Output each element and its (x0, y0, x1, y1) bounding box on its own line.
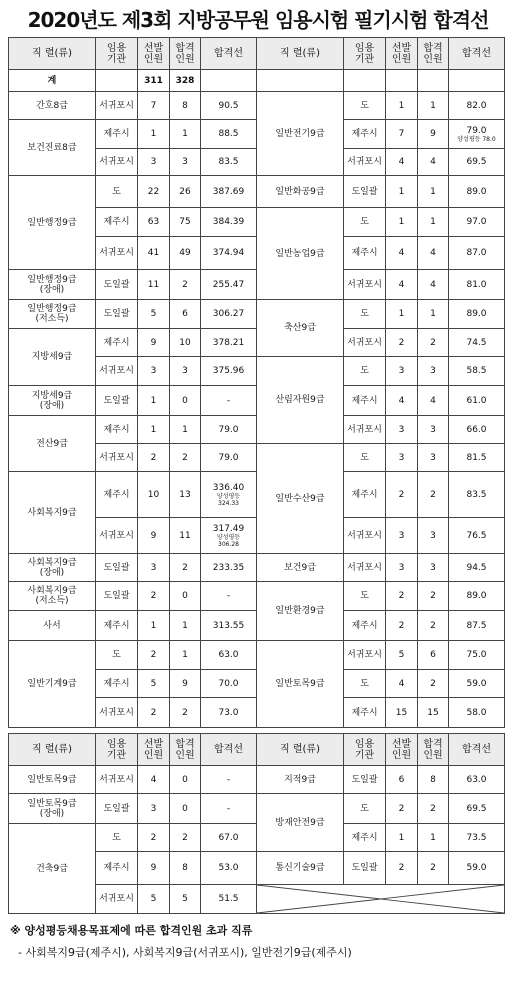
selected-cell: 9 (138, 518, 170, 554)
selected-cell: 3 (386, 357, 418, 386)
passed-cell: 1 (418, 824, 449, 852)
empty-cell (257, 70, 344, 92)
cutoff-cell: 97.0 (449, 208, 505, 237)
cutoff-cell: 73.0 (201, 698, 257, 728)
passed-cell: 8 (418, 766, 449, 794)
selected-cell: 3 (138, 554, 170, 582)
jikryeol-cell: 전산9급 (9, 416, 96, 472)
gigwan-cell: 도 (344, 208, 386, 237)
selected-cell: 2 (386, 329, 418, 357)
selected-cell: 3 (386, 444, 418, 472)
jikryeol-cell: 일반토목9급 (장애) (9, 794, 96, 824)
jikryeol-cell: 일반전기9급 (257, 92, 344, 176)
header-gigwan: 임용 기관 (344, 734, 386, 766)
gigwan-cell: 서귀포시 (344, 518, 386, 554)
cutoff-cell: 74.5 (449, 329, 505, 357)
cutoff-cell: 81.5 (449, 444, 505, 472)
selected-cell: 3 (386, 518, 418, 554)
header-jikryeol: 직 렬(류) (257, 734, 344, 766)
jikryeol-cell: 통신기술9급 (257, 852, 344, 885)
cutoff-cell: 89.0 (449, 300, 505, 329)
passed-cell: 5 (170, 885, 201, 914)
table-row (9, 554, 505, 582)
selected-cell: 10 (138, 472, 170, 518)
passed-cell: 3 (418, 518, 449, 554)
gigwan-cell: 제주시 (96, 329, 138, 357)
header-gigwan: 임용 기관 (96, 734, 138, 766)
passed-cell: 6 (170, 300, 201, 329)
cutoff-cell (201, 472, 257, 518)
passed-cell: 1 (418, 176, 449, 208)
passed-cell: 2 (170, 698, 201, 728)
selected-cell: 1 (138, 386, 170, 416)
jikryeol-cell: 일반기계9급 (9, 641, 96, 728)
cutoff-value: 336.40 (212, 482, 245, 493)
selected-cell: 2 (386, 794, 418, 824)
selected-cell: 2 (138, 444, 170, 472)
gender-equality-cutoff: 양성평등 78.0 (457, 135, 496, 143)
gigwan-cell: 서귀포시 (96, 237, 138, 270)
jikryeol-cell: 건축9급 (9, 824, 96, 914)
jikryeol-cell: 지방세9급 (9, 329, 96, 386)
passed-cell: 9 (418, 120, 449, 149)
selected-cell: 7 (386, 120, 418, 149)
cutoff-table-main (8, 37, 505, 728)
selected-cell: 5 (138, 670, 170, 698)
gigwan-cell: 제주시 (344, 611, 386, 641)
jikryeol-cell: 일반행정9급 (저소득) (9, 300, 96, 329)
cutoff-cell: 59.0 (449, 852, 505, 885)
jikryeol-cell: 일반수산9급 (257, 444, 344, 554)
selected-cell: 1 (138, 611, 170, 641)
passed-cell: 75 (170, 208, 201, 237)
passed-cell: 2 (418, 794, 449, 824)
empty-cell (418, 70, 449, 92)
header-seonbal: 선발 인원 (386, 38, 418, 70)
passed-cell: 4 (418, 149, 449, 176)
selected-cell: 2 (138, 582, 170, 611)
gigwan-cell: 도일괄 (344, 852, 386, 885)
cutoff-cell: 79.0 (201, 444, 257, 472)
cutoff-cell: 70.0 (201, 670, 257, 698)
table-row (9, 92, 505, 120)
passed-cell: 2 (170, 824, 201, 852)
cutoff-cell: 378.21 (201, 329, 257, 357)
passed-cell: 1 (170, 416, 201, 444)
header-seonbal: 선발 인원 (138, 38, 170, 70)
gigwan-cell: 제주시 (96, 852, 138, 885)
passed-cell: 8 (170, 852, 201, 885)
jikryeol-cell: 일반화공9급 (257, 176, 344, 208)
cutoff-cell: 233.35 (201, 554, 257, 582)
jikryeol-cell: 지적9급 (257, 766, 344, 794)
passed-cell: 11 (170, 518, 201, 554)
gigwan-cell: 도일괄 (344, 176, 386, 208)
passed-cell: 2 (418, 852, 449, 885)
jikryeol-cell: 보건진료8급 (9, 120, 96, 176)
table-row (9, 766, 505, 794)
gigwan-cell: 서귀포시 (96, 357, 138, 386)
selected-cell: 63 (138, 208, 170, 237)
passed-cell: 3 (170, 149, 201, 176)
cutoff-cell: 88.5 (201, 120, 257, 149)
cutoff-cell: 313.55 (201, 611, 257, 641)
cutoff-cell: 387.69 (201, 176, 257, 208)
gender-equality-label: 양성평등 (216, 492, 241, 500)
passed-cell: 2 (418, 611, 449, 641)
header-row (9, 38, 505, 70)
selected-cell: 1 (386, 300, 418, 329)
cutoff-table-secondary (8, 733, 505, 914)
gigwan-cell: 제주시 (96, 416, 138, 444)
gigwan-cell: 제주시 (344, 120, 386, 149)
cutoff-cell: 58.5 (449, 357, 505, 386)
header-hapgyeok: 합격 인원 (418, 734, 449, 766)
gigwan-cell: 서귀포시 (344, 329, 386, 357)
selected-cell: 4 (386, 237, 418, 270)
passed-cell: 2 (170, 270, 201, 300)
passed-cell: 1 (170, 611, 201, 641)
cutoff-cell: 53.0 (201, 852, 257, 885)
selected-cell: 15 (386, 698, 418, 728)
selected-cell: 4 (386, 270, 418, 300)
table-row (9, 641, 505, 670)
gender-equality-cutoff: 324.33 (218, 499, 239, 507)
selected-cell: 4 (386, 386, 418, 416)
passed-cell: 1 (418, 300, 449, 329)
gigwan-cell: 도일괄 (96, 270, 138, 300)
passed-cell: 10 (170, 329, 201, 357)
gigwan-cell: 제주시 (96, 208, 138, 237)
main-body (9, 92, 505, 728)
gigwan-cell: 도 (344, 794, 386, 824)
cutoff-cell (201, 518, 257, 554)
selected-cell: 3 (138, 149, 170, 176)
passed-cell: 8 (170, 92, 201, 120)
crossed-empty-cell (257, 885, 505, 914)
passed-cell: 6 (418, 641, 449, 670)
gigwan-cell: 서귀포시 (344, 641, 386, 670)
cutoff-value: 79.0 (466, 125, 487, 136)
gigwan-cell: 도 (344, 670, 386, 698)
header-seonbal: 선발 인원 (386, 734, 418, 766)
empty-cell (449, 70, 505, 92)
jikryeol-cell: 일반농업9급 (257, 208, 344, 300)
cutoff-cell: 82.0 (449, 92, 505, 120)
jikryeol-cell: 방재안전9급 (257, 794, 344, 852)
passed-cell: 13 (170, 472, 201, 518)
gigwan-cell: 제주시 (96, 120, 138, 149)
jikryeol-cell: 간호8급 (9, 92, 96, 120)
cutoff-cell: 75.0 (449, 641, 505, 670)
selected-cell: 1 (138, 416, 170, 444)
note-line: - 사회복지9급(제주시), 사회복지9급(서귀포시), 일반전기9급(제주시) (18, 946, 352, 959)
jikryeol-cell: 일반환경9급 (257, 582, 344, 641)
header-row (9, 734, 505, 766)
passed-cell: 3 (418, 416, 449, 444)
gigwan-cell: 서귀포시 (96, 885, 138, 914)
selected-cell: 5 (138, 885, 170, 914)
cutoff-cell: 63.0 (449, 766, 505, 794)
gigwan-cell: 도 (344, 300, 386, 329)
jikryeol-cell: 사회복지9급 (장애) (9, 554, 96, 582)
gigwan-cell: 도 (344, 92, 386, 120)
gigwan-cell: 도일괄 (96, 386, 138, 416)
passed-cell: 9 (170, 670, 201, 698)
gigwan-cell: 제주시 (344, 824, 386, 852)
table-row (9, 176, 505, 208)
selected-cell: 2 (138, 824, 170, 852)
gender-equality-label: 양성평등 (216, 533, 241, 541)
jikryeol-cell: 보건9급 (257, 554, 344, 582)
cross-lines (257, 885, 504, 913)
cutoff-cell: 69.5 (449, 149, 505, 176)
selected-cell: 3 (138, 794, 170, 824)
jikryeol-cell: 사회복지9급 (9, 472, 96, 554)
total-row (9, 70, 505, 92)
cutoff-cell: 89.0 (449, 582, 505, 611)
passed-cell: 1 (418, 208, 449, 237)
selected-cell: 41 (138, 237, 170, 270)
passed-cell: 2 (170, 554, 201, 582)
cutoff-cell: - (201, 386, 257, 416)
passed-cell: 2 (418, 582, 449, 611)
table-row (9, 794, 505, 824)
gigwan-cell: 도 (96, 176, 138, 208)
gigwan-cell: 제주시 (96, 611, 138, 641)
passed-cell: 15 (418, 698, 449, 728)
selected-cell: 4 (138, 766, 170, 794)
selected-cell: 5 (386, 641, 418, 670)
selected-cell: 11 (138, 270, 170, 300)
table-row (9, 582, 505, 611)
cutoff-cell: 69.5 (449, 794, 505, 824)
passed-cell: 2 (170, 444, 201, 472)
selected-cell: 3 (386, 416, 418, 444)
secondary-body (9, 766, 505, 914)
header-gigwan: 임용 기관 (344, 38, 386, 70)
gigwan-cell: 서귀포시 (344, 416, 386, 444)
cutoff-cell: 83.5 (201, 149, 257, 176)
passed-cell: 2 (418, 329, 449, 357)
cutoff-cell: 76.5 (449, 518, 505, 554)
cutoff-cell: 89.0 (449, 176, 505, 208)
cutoff-cell: 51.5 (201, 885, 257, 914)
header-jikryeol: 직 렬(류) (257, 38, 344, 70)
header-jikryeol: 직 렬(류) (9, 734, 96, 766)
gigwan-cell: 서귀포시 (344, 554, 386, 582)
empty-cell (201, 70, 257, 92)
header-hapgyeok: 합격 인원 (170, 734, 201, 766)
header-gigwan: 임용 기관 (96, 38, 138, 70)
cutoff-value: 317.49 (212, 523, 245, 534)
header-cutoff: 합격선 (201, 734, 257, 766)
cutoff-cell: 90.5 (201, 92, 257, 120)
selected-cell: 4 (386, 670, 418, 698)
gigwan-cell: 제주시 (344, 386, 386, 416)
cutoff-cell: 83.5 (449, 472, 505, 518)
selected-cell: 9 (138, 329, 170, 357)
cutoff-cell: 67.0 (201, 824, 257, 852)
selected-cell: 2 (138, 698, 170, 728)
table-row (9, 300, 505, 329)
cutoff-cell: 58.0 (449, 698, 505, 728)
selected-cell: 6 (386, 766, 418, 794)
passed-cell: 3 (170, 357, 201, 386)
gigwan-cell: 도 (96, 641, 138, 670)
selected-cell: 7 (138, 92, 170, 120)
gigwan-cell: 도일괄 (344, 766, 386, 794)
cutoff-cell: 306.27 (201, 300, 257, 329)
passed-cell: 4 (418, 386, 449, 416)
gigwan-cell: 서귀포시 (344, 270, 386, 300)
empty-cell (386, 70, 418, 92)
cutoff-cell: 59.0 (449, 670, 505, 698)
cutoff-cell: 87.5 (449, 611, 505, 641)
gigwan-cell: 도 (344, 357, 386, 386)
gigwan-cell: 도 (344, 582, 386, 611)
header-cutoff: 합격선 (201, 38, 257, 70)
cutoff-cell: 63.0 (201, 641, 257, 670)
total-selected: 311 (138, 70, 170, 92)
selected-cell: 5 (138, 300, 170, 329)
jikryeol-cell: 사회복지9급 (저소득) (9, 582, 96, 611)
cutoff-cell: - (201, 582, 257, 611)
selected-cell: 2 (386, 582, 418, 611)
selected-cell: 1 (138, 120, 170, 149)
jikryeol-cell: 축산9급 (257, 300, 344, 357)
gigwan-cell: 서귀포시 (96, 444, 138, 472)
header-jikryeol: 직 렬(류) (9, 38, 96, 70)
note-heading: ※ 양성평등채용목표제에 따른 합격인원 초과 직류 (10, 924, 253, 937)
gigwan-cell: 제주시 (344, 237, 386, 270)
selected-cell: 2 (386, 611, 418, 641)
selected-cell: 2 (386, 472, 418, 518)
empty-cell (344, 70, 386, 92)
gigwan-cell: 서귀포시 (96, 766, 138, 794)
selected-cell: 9 (138, 852, 170, 885)
cutoff-cell: 255.47 (201, 270, 257, 300)
gigwan-cell: 도일괄 (96, 794, 138, 824)
empty-cell (96, 70, 138, 92)
gigwan-cell: 서귀포시 (96, 698, 138, 728)
gigwan-cell: 도 (344, 444, 386, 472)
cutoff-cell: 73.5 (449, 824, 505, 852)
selected-cell: 3 (138, 357, 170, 386)
jikryeol-cell: 일반행정9급 (장애) (9, 270, 96, 300)
passed-cell: 3 (418, 554, 449, 582)
jikryeol-cell: 사서 (9, 611, 96, 641)
selected-cell: 2 (138, 641, 170, 670)
cutoff-cell: 374.94 (201, 237, 257, 270)
total-passed: 328 (170, 70, 201, 92)
passed-cell: 49 (170, 237, 201, 270)
cutoff-cell: - (201, 794, 257, 824)
header-seonbal: 선발 인원 (138, 734, 170, 766)
header-hapgyeok: 합격 인원 (170, 38, 201, 70)
gigwan-cell: 서귀포시 (96, 92, 138, 120)
passed-cell: 1 (418, 92, 449, 120)
cutoff-cell: 79.0 (201, 416, 257, 444)
selected-cell: 2 (386, 852, 418, 885)
jikryeol-cell: 산림자원9급 (257, 357, 344, 444)
selected-cell: 4 (386, 149, 418, 176)
passed-cell: 3 (418, 357, 449, 386)
header-cutoff: 합격선 (449, 38, 505, 70)
selected-cell: 3 (386, 554, 418, 582)
passed-cell: 26 (170, 176, 201, 208)
jikryeol-cell: 일반행정9급 (9, 176, 96, 270)
gigwan-cell: 도일괄 (96, 554, 138, 582)
selected-cell: 1 (386, 92, 418, 120)
selected-cell: 22 (138, 176, 170, 208)
passed-cell: 3 (418, 444, 449, 472)
gigwan-cell: 도 (96, 824, 138, 852)
gigwan-cell: 제주시 (344, 472, 386, 518)
gigwan-cell: 서귀포시 (344, 149, 386, 176)
cutoff-cell: 87.0 (449, 237, 505, 270)
selected-cell: 1 (386, 176, 418, 208)
cutoff-cell (449, 120, 505, 149)
page-title: 2020년도 제3회 지방공무원 임용시험 필기시험 합격선 (27, 8, 489, 32)
gigwan-cell: 서귀포시 (96, 149, 138, 176)
selected-cell: 1 (386, 208, 418, 237)
selected-cell: 1 (386, 824, 418, 852)
gender-equality-cutoff: 306.28 (218, 540, 239, 548)
total-label: 계 (9, 70, 96, 92)
passed-cell: 4 (418, 237, 449, 270)
cutoff-cell: 94.5 (449, 554, 505, 582)
cutoff-cell: 66.0 (449, 416, 505, 444)
header-cutoff: 합격선 (449, 734, 505, 766)
gigwan-cell: 제주시 (96, 472, 138, 518)
gigwan-cell: 제주시 (96, 670, 138, 698)
passed-cell: 0 (170, 766, 201, 794)
gigwan-cell: 서귀포시 (96, 518, 138, 554)
cutoff-cell: 375.96 (201, 357, 257, 386)
passed-cell: 0 (170, 386, 201, 416)
passed-cell: 1 (170, 641, 201, 670)
jikryeol-cell: 일반토목9급 (257, 641, 344, 728)
cutoff-cell: - (201, 766, 257, 794)
gigwan-cell: 도일괄 (96, 300, 138, 329)
passed-cell: 2 (418, 472, 449, 518)
cutoff-cell: 384.39 (201, 208, 257, 237)
header-hapgyeok: 합격 인원 (418, 38, 449, 70)
gigwan-cell: 도일괄 (96, 582, 138, 611)
jikryeol-cell: 일반토목9급 (9, 766, 96, 794)
passed-cell: 0 (170, 794, 201, 824)
passed-cell: 2 (418, 670, 449, 698)
cutoff-cell: 81.0 (449, 270, 505, 300)
passed-cell: 4 (418, 270, 449, 300)
jikryeol-cell: 지방세9급 (장애) (9, 386, 96, 416)
passed-cell: 1 (170, 120, 201, 149)
cutoff-cell: 61.0 (449, 386, 505, 416)
passed-cell: 0 (170, 582, 201, 611)
gigwan-cell: 제주시 (344, 698, 386, 728)
